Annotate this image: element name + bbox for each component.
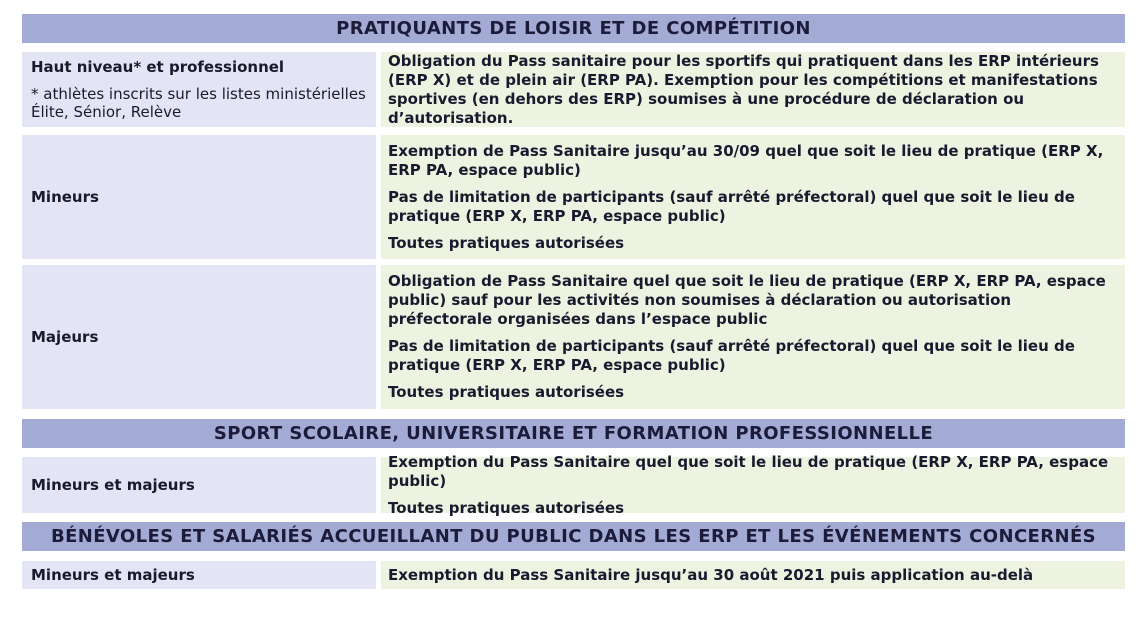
row-paragraph: Toutes pratiques autorisées bbox=[388, 233, 625, 252]
row-content bbox=[381, 561, 1125, 589]
row-label-text: Mineurs bbox=[31, 187, 99, 206]
row-paragraph: Pas de limitation de participants (sauf arrêté préfectoral) quel que soit le lieu de pratique (ERP X, ERP PA, espace public) bbox=[388, 337, 1075, 374]
table-row-majeurs bbox=[22, 265, 1125, 409]
row-content bbox=[381, 265, 1125, 409]
row-content bbox=[381, 135, 1125, 259]
row-paragraph: Exemption de Pass Sanitaire jusqu’au 30/09 quel que soit le lieu de pratique (ERP X, ERP PA, espace public) bbox=[388, 141, 1104, 179]
row-label bbox=[22, 265, 376, 409]
section-header-benevoles-salaries: BÉNÉVOLES ET SALARIÉS ACCUEILLANT DU PUBLIC DANS LES ERP ET LES ÉVÉNEMENTS CONCERNÉS bbox=[22, 522, 1125, 551]
table-row-haut-niveau bbox=[22, 52, 1125, 127]
row-label-text: Mineurs et majeurs bbox=[31, 565, 195, 584]
row-content bbox=[381, 52, 1125, 127]
row-label-note: * athlètes inscrits sur les listes ministérielles Élite, Sénior, Relève bbox=[31, 85, 366, 121]
section-header-sport-scolaire: SPORT SCOLAIRE, UNIVERSITAIRE ET FORMATION PROFESSIONNELLE bbox=[22, 419, 1125, 448]
row-paragraph: Pas de limitation de participants (sauf arrêté préfectoral) quel que soit le lieu de pratique (ERP X, ERP PA, espace public) bbox=[388, 187, 1075, 225]
row-label bbox=[22, 135, 376, 259]
row-paragraph: Toutes pratiques autorisées bbox=[388, 498, 625, 517]
row-paragraph: Exemption du Pass Sanitaire quel que soit le lieu de pratique (ERP X, ERP PA, espace public) bbox=[388, 452, 1109, 490]
row-content bbox=[381, 452, 1125, 517]
row-label-text: Majeurs bbox=[31, 327, 99, 346]
row-paragraph: Exemption du Pass Sanitaire jusqu’au 30 août 2021 puis application au-delà bbox=[388, 565, 1034, 584]
table-row-mineurs-et-majeurs bbox=[22, 452, 1125, 517]
row-paragraph: Obligation de Pass Sanitaire quel que soit le lieu de pratique (ERP X, ERP PA, espace public) sauf pour les activités non soumises à déclaration ou autorisation préfectorale organisées dans l’espace public bbox=[388, 272, 1106, 328]
row-label bbox=[22, 457, 376, 513]
row-label bbox=[22, 561, 376, 589]
section-header-loisir-competition: PRATIQUANTS DE LOISIR ET DE COMPÉTITION bbox=[22, 14, 1125, 43]
table-row-mineurs-et-majeurs bbox=[22, 561, 1125, 589]
row-paragraph: Obligation du Pass sanitaire pour les sportifs qui pratiquent dans les ERP intérieurs (ERP X) et de plein air (ERP PA). Exemption pour les compétitions et manifestations sportives (en dehors des ERP) soumises à une procédure de déclaration ou d’autorisation. bbox=[388, 51, 1099, 127]
row-label bbox=[22, 52, 376, 127]
row-label-text: Haut niveau* et professionnel bbox=[31, 58, 285, 76]
row-label-text: Mineurs et majeurs bbox=[31, 475, 195, 494]
row-paragraph: Toutes pratiques autorisées bbox=[388, 383, 625, 401]
table-row-mineurs bbox=[22, 135, 1125, 259]
